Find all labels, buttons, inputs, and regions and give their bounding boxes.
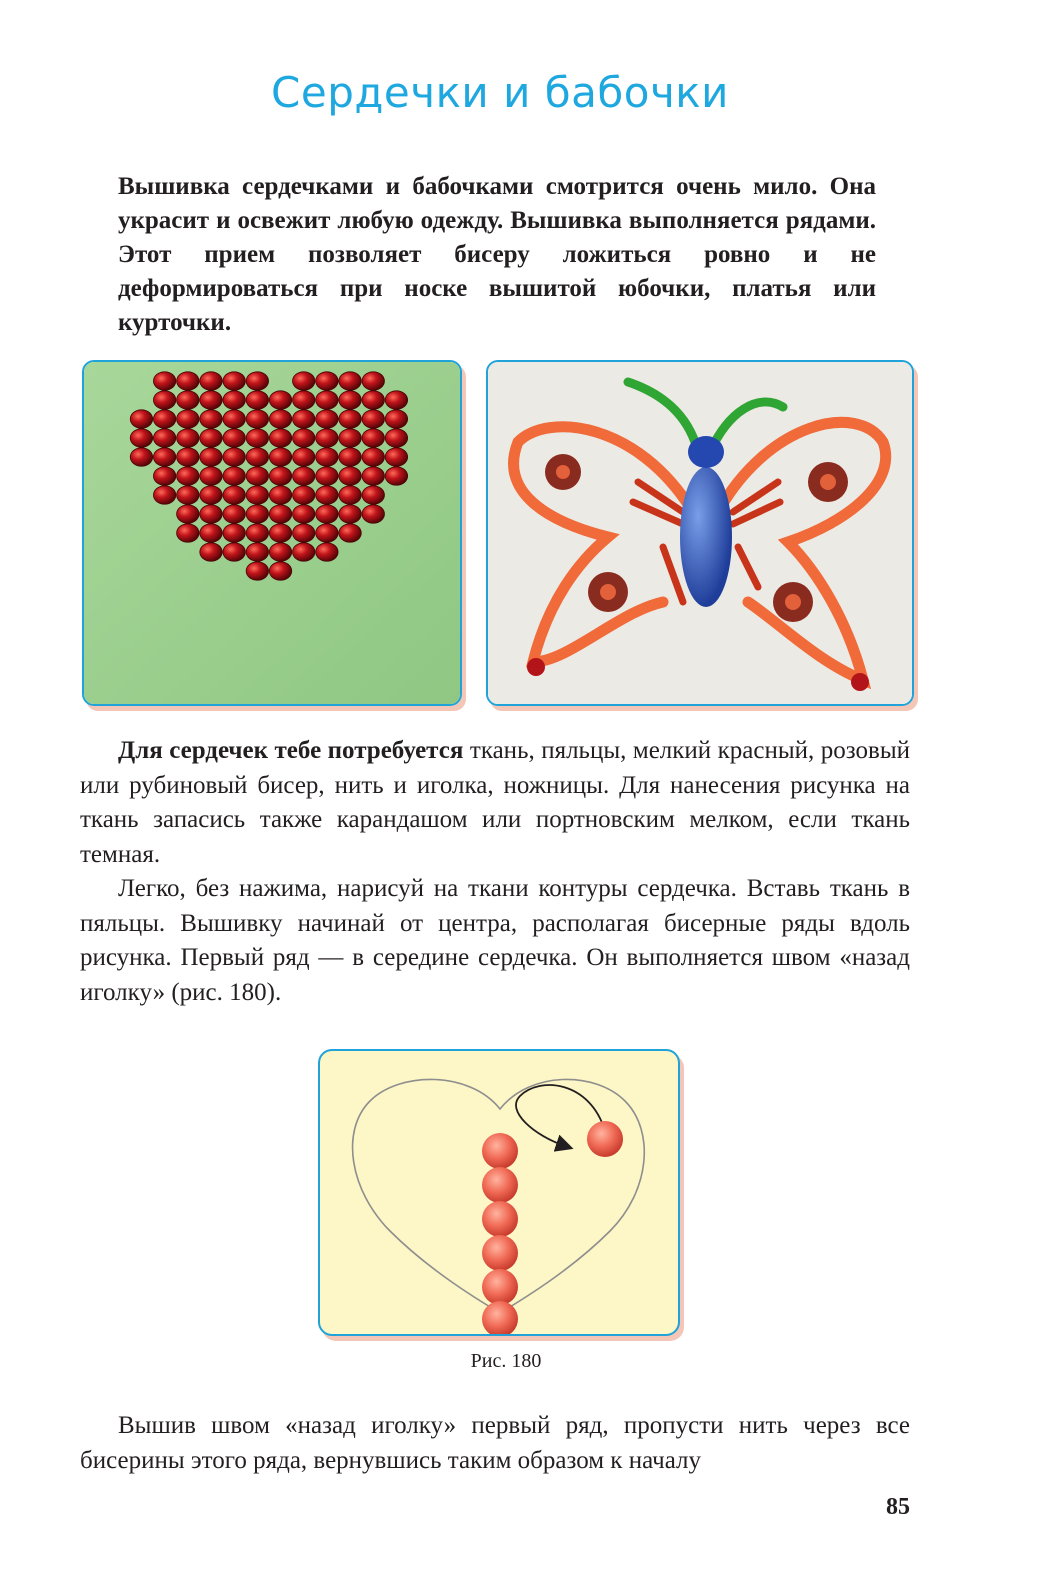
heart-bead xyxy=(269,562,291,580)
heart-bead xyxy=(362,505,384,523)
paragraph-materials-bold: Для сердечек тебе потребуется xyxy=(118,737,464,764)
heart-bead xyxy=(200,505,222,523)
heart-bead xyxy=(246,505,268,523)
heart-bead xyxy=(316,391,338,409)
heart-bead xyxy=(223,524,245,542)
heart-bead xyxy=(177,448,199,466)
heart-bead xyxy=(177,467,199,485)
heart-bead xyxy=(339,448,361,466)
heart-bead xyxy=(153,429,175,447)
heart-bead xyxy=(200,410,222,428)
heart-bead xyxy=(316,410,338,428)
heart-bead xyxy=(339,410,361,428)
heart-bead xyxy=(362,429,384,447)
intro-paragraph: Вышивка сердечками и бабочками смотрится очень мило. Она украсит и освежит любую одежду. Вышивка выполняется рядами. Этот прием позволяет бисеру ложиться ровно и не деформироваться при носке вышитой юбочки, платья или курточки. xyxy=(118,173,876,336)
heart-bead xyxy=(153,486,175,504)
figure-bead xyxy=(482,1269,518,1305)
heart-bead xyxy=(385,410,407,428)
heart-bead xyxy=(130,410,152,428)
heart-bead xyxy=(200,486,222,504)
heart-bead xyxy=(177,505,199,523)
heart-bead xyxy=(246,372,268,390)
heart-bead xyxy=(385,429,407,447)
heart-bead xyxy=(269,391,291,409)
paragraph-instructions: Легко, без нажима, нарисуй на ткани контуры сердечка. Вставь ткань в пяльцы. Вышивку начинай от центра, располагая бисерные ряды вдоль рисунка. Первый ряд — в середине сердечка. Он выполняется швом «назад иголку» (рис. 180). xyxy=(80,875,910,1006)
heart-bead xyxy=(339,505,361,523)
heart-bead xyxy=(153,391,175,409)
heart-bead xyxy=(223,467,245,485)
heart-bead xyxy=(223,391,245,409)
figure-bead xyxy=(482,1167,518,1203)
figure-bead xyxy=(482,1133,518,1169)
heart-bead xyxy=(362,410,384,428)
heart-bead xyxy=(223,505,245,523)
heart-bead xyxy=(362,448,384,466)
heart-bead xyxy=(362,391,384,409)
heart-bead xyxy=(362,372,384,390)
paragraph-materials-rest: ткань, пяльцы, мелкий красный, розовый или рубиновый бисер, нить и иголка, ножницы. Для нанесения рисунка на ткань запасись также карандашом или портновским мелком, если ткань темная. xyxy=(80,737,910,868)
paragraph-continuation: Вышив швом «назад иголку» первый ряд, пропусти нить через все бисерины этого ряда, вернувшись таким образом к началу xyxy=(80,1412,910,1474)
paragraph-materials xyxy=(80,734,910,872)
heart-bead xyxy=(177,372,199,390)
heart-bead xyxy=(246,486,268,504)
heart-bead xyxy=(293,372,315,390)
figure-caption: Рис. 180 xyxy=(470,1350,542,1372)
heart-bead xyxy=(316,524,338,542)
heart-bead xyxy=(316,505,338,523)
heart-bead xyxy=(153,467,175,485)
heart-bead xyxy=(385,467,407,485)
heart-bead xyxy=(246,543,268,561)
heart-bead xyxy=(200,524,222,542)
heart-bead xyxy=(223,486,245,504)
heart-bead xyxy=(339,372,361,390)
heart-bead xyxy=(339,467,361,485)
heart-bead xyxy=(269,429,291,447)
beaded-butterfly-photo xyxy=(486,360,914,706)
heart-bead xyxy=(177,429,199,447)
heart-bead xyxy=(246,429,268,447)
heart-bead xyxy=(130,448,152,466)
heart-bead xyxy=(223,429,245,447)
heart-bead xyxy=(153,448,175,466)
heart-bead xyxy=(362,486,384,504)
heart-bead xyxy=(200,467,222,485)
heart-bead xyxy=(269,410,291,428)
heart-bead xyxy=(177,391,199,409)
heart-bead xyxy=(269,467,291,485)
heart-bead xyxy=(293,410,315,428)
heart-bead xyxy=(293,486,315,504)
heart-bead xyxy=(339,391,361,409)
page-number: 85 xyxy=(886,1494,910,1520)
page-title: Сердечки и бабочки xyxy=(271,68,729,117)
heart-bead xyxy=(293,543,315,561)
figure-bead xyxy=(482,1201,518,1237)
heart-bead xyxy=(269,543,291,561)
heart-bead xyxy=(316,372,338,390)
body-text-bottom xyxy=(80,1409,910,1478)
heart-bead xyxy=(339,486,361,504)
heart-bead xyxy=(246,448,268,466)
heart-bead xyxy=(177,486,199,504)
beaded-heart-photo xyxy=(82,360,462,706)
heart-bead xyxy=(200,448,222,466)
heart-bead xyxy=(339,524,361,542)
heart-bead xyxy=(223,543,245,561)
heart-bead xyxy=(153,372,175,390)
figure-180 xyxy=(318,1049,680,1336)
heart-bead xyxy=(385,391,407,409)
heart-bead xyxy=(223,372,245,390)
heart-bead xyxy=(293,448,315,466)
heart-bead xyxy=(200,372,222,390)
heart-bead xyxy=(269,505,291,523)
heart-bead xyxy=(200,391,222,409)
heart-bead xyxy=(246,391,268,409)
heart-bead xyxy=(200,429,222,447)
heart-bead xyxy=(177,410,199,428)
heart-bead xyxy=(316,543,338,561)
heart-bead xyxy=(316,486,338,504)
heart-bead xyxy=(200,543,222,561)
heart-bead xyxy=(293,505,315,523)
heart-bead xyxy=(223,410,245,428)
heart-bead xyxy=(339,429,361,447)
heart-bead xyxy=(293,467,315,485)
heart-bead xyxy=(246,562,268,580)
heart-bead xyxy=(177,524,199,542)
heart-bead xyxy=(223,448,245,466)
heart-bead xyxy=(130,429,152,447)
heart-bead xyxy=(293,429,315,447)
heart-bead xyxy=(153,410,175,428)
heart-bead xyxy=(269,486,291,504)
figure-bead xyxy=(482,1235,518,1271)
heart-bead xyxy=(293,524,315,542)
heart-bead xyxy=(269,448,291,466)
heart-bead xyxy=(362,467,384,485)
heart-bead xyxy=(269,524,291,542)
heart-bead xyxy=(246,524,268,542)
heart-bead xyxy=(316,429,338,447)
heart-bead xyxy=(246,467,268,485)
heart-bead xyxy=(385,448,407,466)
heart-bead xyxy=(316,467,338,485)
heart-bead xyxy=(293,391,315,409)
figure-bead xyxy=(587,1121,623,1157)
body-text-block xyxy=(80,734,910,1010)
heart-bead xyxy=(316,448,338,466)
heart-bead xyxy=(246,410,268,428)
